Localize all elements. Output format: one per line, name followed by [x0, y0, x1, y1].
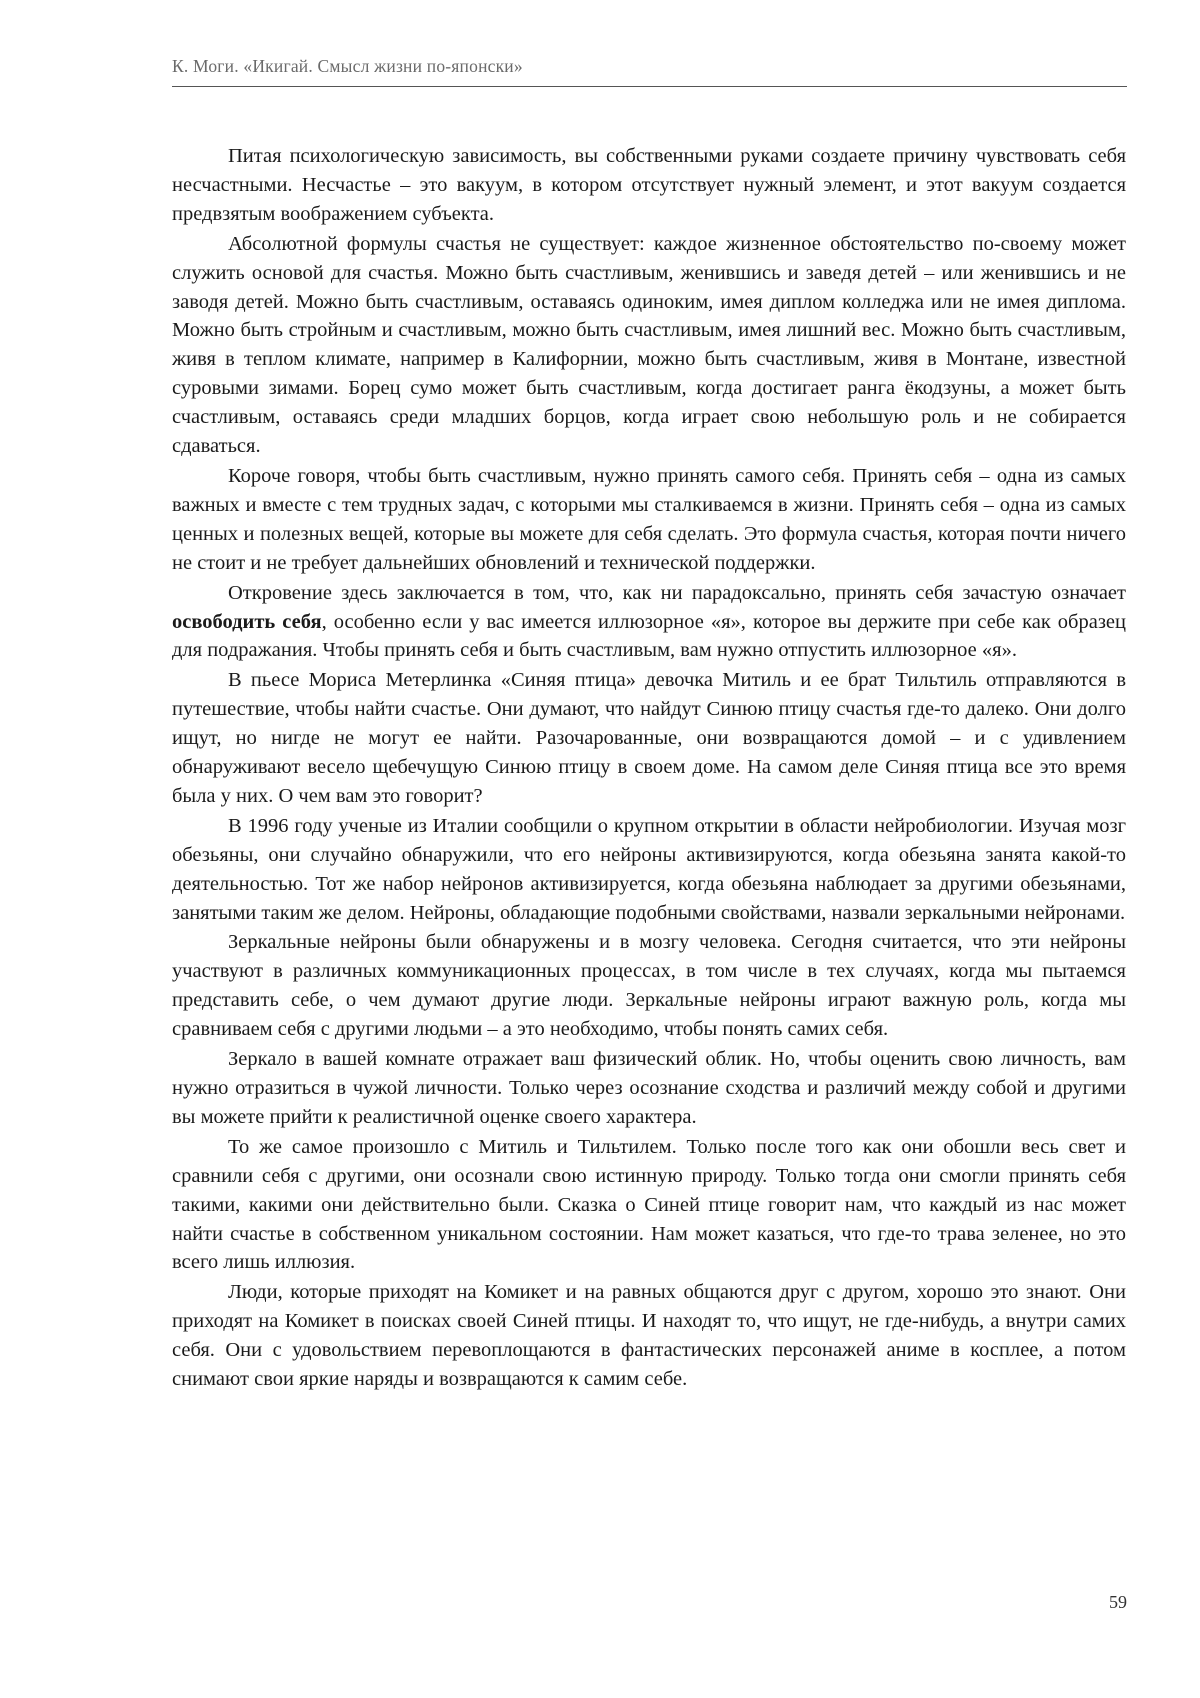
emphasis-text: освободить себя	[172, 610, 322, 633]
page-number: 59	[1109, 1592, 1127, 1612]
paragraph: Зеркало в вашей комнате отражает ваш физический облик. Но, чтобы оценить свою личность, вам нужно отразиться в чужой личности. Только через осознание сходства и различий между собой и другими вы можете прийти к реалистичной оценке своего характера.	[172, 1048, 1126, 1128]
paragraph	[172, 579, 1126, 666]
paragraph: Абсолютной формулы счастья не существует: каждое жизненное обстоятельство по-своему может служить основой для счастья. Можно быть счастливым, женившись и заведя детей – или женившись и не заводя детей. Можно быть счастливым, оставаясь одиноким, имея диплом колледжа или не имея диплома. Можно быть стройным и счастливым, можно быть счастливым, имея лишний вес. Можно быть счастливым, живя в теплом климате, например в Калифорнии, можно быть счастливым, живя в Монтане, известной суровыми зимами. Борец сумо может быть счастливым, когда достигает ранга ёкодзуны, а может быть счастливым, оставаясь среди младших борцов, когда играет свою небольшую роль и не собирается сдаваться.	[172, 232, 1126, 458]
paragraph: То же самое произошло с Митиль и Тильтилем. Только после того как они обошли весь свет и сравнили себя с другими, они осознали свою истинную природу. Только тогда они смогли принять себя такими, какими они действительно были. Сказка о Синей птице говорит нам, что каждый из нас может найти счастье в собственном уникальном состоянии. Нам может казаться, что где-то трава зеленее, но это всего лишь иллюзия.	[172, 1135, 1126, 1274]
paragraph: Короче говоря, чтобы быть счастливым, нужно принять самого себя. Принять себя – одна из самых важных и вместе с тем трудных задач, с которыми мы сталкиваемся в жизни. Принять себя – одна из самых ценных и полезных вещей, которые вы можете для себя сделать. Это формула счастья, которая почти ничего не стоит и не требует дальнейших обновлений и технической поддержки.	[172, 464, 1126, 574]
paragraph: Зеркальные нейроны были обнаружены и в мозгу человека. Сегодня считается, что эти нейроны участвуют в различных коммуникационных процессах, в том числе в тех случаях, когда мы пытаемся представить себе, о чем думают другие люди. Зеркальные нейроны играют важную роль, когда мы сравниваем себя с другими людьми – а это необходимо, чтобы понять самих себя.	[172, 931, 1126, 1041]
paragraph: Люди, которые приходят на Комикет и на равных общаются друг с другом, хорошо это знают. Они приходят на Комикет в поисках своей Синей птицы. И находят то, что ищут, не где-нибудь, а внутри самих себя. Они с удовольствием перевоплощаются в фантастических персонажей аниме в косплее, а потом снимают свои яркие наряды и возвращаются к самим себе.	[172, 1281, 1126, 1391]
running-header: К. Моги. «Икигай. Смысл жизни по-японски»	[172, 56, 523, 76]
paragraph: В пьесе Мориса Метерлинка «Синяя птица» девочка Митиль и ее брат Тильтиль отправляются в путешествие, чтобы найти счастье. Они думают, что найдут Синюю птицу счастья где-то далеко. Они долго ищут, но нигде не могут ее найти. Разочарованные, они возвращаются домой – и с удивлением обнаруживают весело щебечущую Синюю птицу в своем доме. На самом деле Синяя птица все это время была у них. О чем вам это говорит?	[172, 669, 1126, 807]
body-text	[172, 142, 1126, 1395]
paragraph-text: Откровение здесь заключается в том, что, как ни парадоксально, принять себя зачастую означает	[228, 581, 1126, 604]
paragraph: В 1996 году ученые из Италии сообщили о крупном открытии в области нейробиологии. Изучая мозг обезьяны, они случайно обнаружили, что его нейроны активизируются, когда обезьяна занята какой-то деятельностью. Тот же набор нейронов активизируется, когда обезьяна наблюдает за другими обезьянами, занятыми таким же делом. Нейроны, обладающие подобными свойствами, назвали зеркальными нейронами.	[172, 814, 1126, 924]
header-rule	[172, 86, 1127, 87]
paragraph: Питая психологическую зависимость, вы собственными руками создаете причину чувствовать себя несчастными. Несчастье – это вакуум, в котором отсутствует нужный элемент, и этот вакуум создается предвзятым воображением субъекта.	[172, 145, 1126, 225]
paragraph-text: , особенно если у вас имеется иллюзорное «я», которое вы держите при себе как образец для подражания. Чтобы принять себя и быть счастливым, вам нужно отпустить иллюзорное «я».	[172, 610, 1127, 662]
